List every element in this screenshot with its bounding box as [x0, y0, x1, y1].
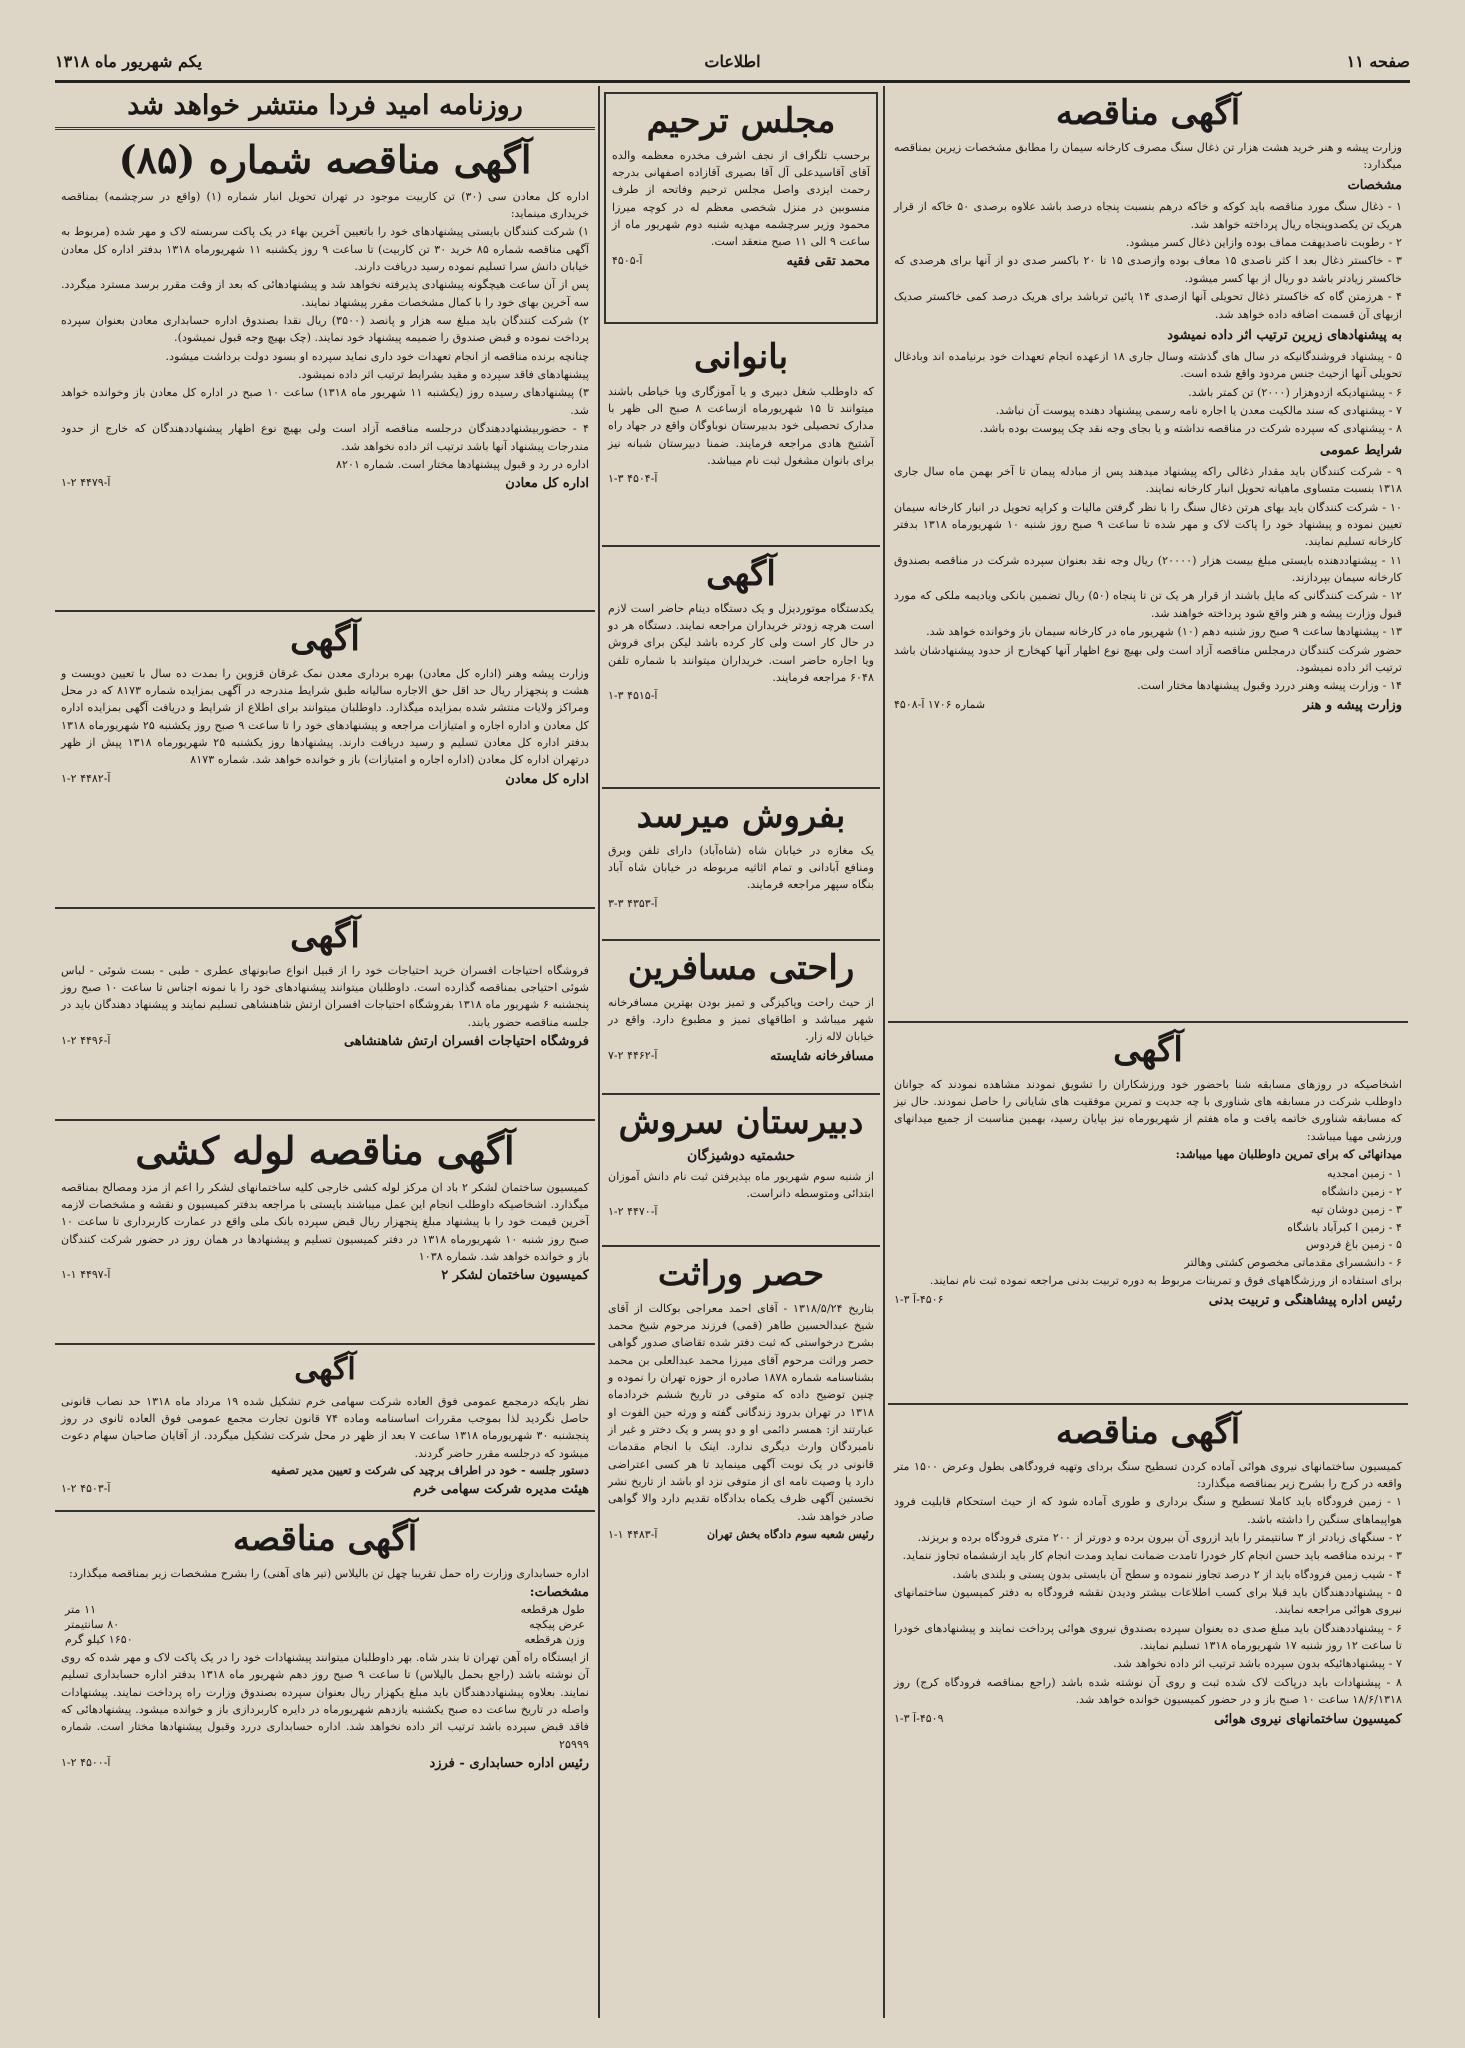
signature-text: محمد تقی فقیه	[786, 253, 870, 269]
spec-value: ۸۰ سانتیمتر	[65, 1617, 120, 1631]
paragraph: پیشنهادهای فاقد سپرده و مقید بشرایط ترتیب اثر داده نمیشود.	[298, 368, 589, 382]
ad-signature	[612, 254, 870, 269]
ad-intro: اداره حسابداری وزارت راه حمل تقریبا چهل تن بالیلاس (تیر های آهنی) را بشرح مشخصات زیر بمناقصه میگذارد:	[69, 1566, 589, 1580]
ad-signature	[894, 1712, 1402, 1727]
ad-title: آگهی مناقصه	[1055, 1412, 1241, 1452]
table-row	[61, 1602, 589, 1617]
list-item: ۶ - پیشنهاددهندگان باید مبلغ صدی ده بعنوان سپرده بصندوق نیروی هوائی پرداخت نمایند و پیشنهادهای خودرا تا ساعت ۱۲ روز شنبه ۱۷ شهریورماه ۱۳۱۸ تسلیم نمایند.	[894, 1621, 1402, 1653]
ad-body	[894, 1458, 1402, 1709]
ad-title: آگهی مناقصه	[232, 1519, 418, 1559]
engine-ad	[602, 547, 880, 789]
list-item: ۴ - زمین ا کبرآباد باشگاه	[1287, 1220, 1402, 1234]
list-item: ۵ - پیشنهاددهندگان باید قبلا برای کسب اطلاعات بیشتر ودیدن نقشه فرودگاه به دفتر کمیسیون ساختمانهای نیروی هوائی مراجعه نمایند.	[894, 1586, 1402, 1617]
list-item: ۶ - پیشنهادیکه ازدوهزار (۲۰۰۰) تن کمتر باشد.	[1188, 385, 1402, 399]
ad-code: آ-۴۴۹۷ ۱-۱	[61, 1268, 111, 1282]
spec-label: وزن هرقطعه	[524, 1632, 585, 1646]
ad-code: آ-۴۴۷۹ ۲-۱	[61, 476, 111, 490]
list-item: ۱۱ - پیشنهاددهنده بایستی مبلغ بیست هزار (۲۰۰۰۰) ریال وجه نقد بعنوان سپرده شرکت در مناقصه بصندوق کارخانه سیمان بپردازند.	[894, 553, 1402, 585]
ad-code: آ-۴۴۷۰ ۲-۱	[608, 1205, 658, 1219]
shop-sale-ad	[602, 789, 880, 941]
issue-date: یکم شهریور ماه ۱۳۱۸	[55, 52, 202, 71]
signature-text: رئیس اداره حسابداری - فرزد	[429, 1756, 589, 1772]
ad-signature	[61, 1034, 589, 1049]
paragraph: ۲) شرکت کنندگان باید مبلغ سه هزار و پانصد (۳۵۰۰) ریال نقدا بصندوق اداره حسابداری معادن بعنوان سپرده پرداخت نموده و قبض صندوق را ضمیمه پیشنهاد خود نمایند. (چک بهیچ وجه قبول نمیشود).	[61, 314, 589, 345]
signature-text: وزارت پیشه و هنر	[1303, 697, 1402, 713]
signature-text: رئیس اداره پیشاهنگی و تربیت بدنی	[1208, 1292, 1402, 1308]
signature-text: مسافرخانه شایسته	[770, 1048, 874, 1064]
table-row	[61, 1617, 589, 1632]
ad-signature	[608, 897, 874, 910]
page-header	[55, 46, 1410, 83]
ad-signature	[61, 1482, 589, 1497]
section-heading: مشخصات	[1347, 178, 1402, 194]
ad-title: دبیرستان سروش	[618, 1102, 864, 1142]
ad-signature	[894, 698, 1402, 713]
ad-text: از حیث راحت وپاکیزگی و تمیز بودن بهترین مسافرخانه شهر میباشد و اطاقهای تمیز و مطبوع دارد. واقع در خیابان لاله زار.	[608, 995, 874, 1044]
ad-signature	[61, 1268, 589, 1283]
spec-value: ۱۶۵۰ کیلو گرم	[65, 1632, 133, 1646]
plumbing-tender-ad	[55, 1121, 595, 1345]
list-item: حضور شرکت کنندگان درمجلس مناقصه آزاد است ولی بهیچ نوع اظهار آنها کهخارج از حدود پیشنهادشان باشد ترتیب اثر داده نمیشود.	[894, 643, 1402, 674]
list-item: ۲ - رطوبت ناصدیهفت مماف بوده وازاین ذغال کسر میشود.	[1125, 236, 1402, 250]
ad-body	[894, 1076, 1402, 1164]
list-item: ۱۰ - شرکت کنندگان باید بهای هرتن ذغال سنگ را با نظر گرفتن مالیات و کرایه تحویل در انبار کارخانه سیمان تعیین نموده و پیشنهاد خود را پاکت لاک و مهر شده تا ساعت ۹ صبح روز شنبه ۱۰ شهریورماه ۱۳۱۸ بدفتر کارخانه تسلیم نمایند.	[894, 500, 1402, 549]
ad-intro: کمیسیون ساختمانهای نیروی هوائی آماده کردن تسطیح سنگ بردای وتهیه فرودگاهی بطول وعرض ۱۵۰۰ متر واقعه در کرج را بشرح زیر بمناقصه میگذارد:	[894, 1459, 1402, 1490]
specs-table	[61, 1602, 589, 1647]
list-item: ۱۲ - شرکت کنندگانی که مایل باشند از قرار هر یک تن تا پنجاه (۵۰) ریال تضمین بانکی ویادیمه ملکی که مورد قبول وزارت پیشه و هنر واقع شود پرداخته خواهند شد.	[894, 589, 1402, 620]
paragraph: پس از آن ساعت هیچگونه پیشنهادی پذیرفته نخواهد شد و پیشنهادهائی که بعد از وقت مقرر برسد مسترد میگردد. سه آخرین بهای خود را با کمال مشخصات مقرر پیشنهاد نمایند.	[61, 278, 589, 309]
page-number: صفحه ۱۱	[1346, 52, 1410, 71]
spec-label: طول هرقطعه	[520, 1602, 585, 1616]
signature-text: کمیسیون ساختمانهای نیروی هوائی	[1214, 1711, 1402, 1727]
paragraph: اداره کل معادن سی (۳۰) تن کاربیت موجود در تهران تحویل انبار شماره (۱) (واقع در سرچشمه) بمناقصه خریداری مینماید:	[61, 189, 590, 220]
list-item: ۲ - سنگهای زیادتر از ۳ سانتیمتر را باید ازروی آن بیرون برده و دورتر از ۲۰۰ متری فرودگاه برده و بریزند.	[917, 1530, 1402, 1544]
signature-text: کمیسیون ساختمان لشکر ۲	[441, 1268, 589, 1284]
ad-code: آ-۴۴۶۲ ۲-۷	[608, 1048, 658, 1062]
section-heading: مشخصات:	[529, 1584, 589, 1600]
column-rule	[598, 86, 600, 2018]
headline-banner: روزنامه امید فردا منتشر خواهد شد	[55, 86, 595, 130]
ad-text: از ایستگاه راه آهن تهران تا بندر شاه. بهر داوطلبان میتوانند پیشنهادات خود را در یک پاکت لاک و مهر شده که روی آن نوشته باشد (راجع بحمل بالیلاس) تا ساعت ۹ صبح روز دهم شهریور ماه ۱۳۱۸ بدفتر اداره حسابداری تسلیم نمایند. بعلاوه پیشنهاددهندگان باید مبلغ یکهزار ریال بعنوان سپرده بصندوق وزارت راه پرداخت نمایند. پیشنهادات واصله در تاریخ ساعت ده صبح یکشنبه یازدهم شهریورماه در دایره کاربردازی باز و خوانده میشود. پیشنهادهائی که فاقد قبض سپرده باشد ترتیب اثر داده نخواهد شد. اداره حسابداری دررد وقبول پیشنهادها مختار است. شماره ۲۵۹۹۹	[61, 1650, 590, 1751]
ad-note: برای استفاده از ورزشگاههای فوق و تمرینات مربوط به دوره تربیت بدنی مراجعه نموده ثبت نام نمایند.	[929, 1274, 1402, 1288]
carbide-tender-ad	[55, 130, 595, 612]
ad-code: آ-۴۵۰۰ ۲-۱	[61, 1756, 111, 1770]
list-item: ۶ - دانشسرای مقدماتی مخصوص کشتی وهالتر	[1184, 1256, 1402, 1270]
paragraph: ۴ - حضوربیشنهاددهندگان درجلسه مناقصه آزاد است ولی بهیچ نوع اظهار پیشنهاددهندگان که خارج از حدود مندرجات پیشنهاد آنها باشد ترتیب اثر داده نخواهد شد.	[61, 422, 589, 453]
spec-label: عرض پیکچه	[529, 1617, 585, 1631]
ad-text: نظر بایکه درمجمع عمومی فوق العاده شرکت سهامی خرم تشکیل شده ۱۹ مرداد ماه ۱۳۱۸ حد نصاب قانونی حاصل نگردید لذا بموجب مقررات اساسنامه وماده ۷۴ قانون تجارت مجمع عمومی فوق العاده ثانوی در روز پنجشنبه ۳۰ شهریورماه ۱۳۱۸ ساعت ۷ بعد از ظهر در محل شرکت تشکیل میگردد. از آقایان صاحبان سهام دعوت میشود که درجلسه مقرر حاضر گردند.	[61, 1394, 590, 1460]
list-item: ۱۳ - پیشنهادها ساعت ۹ صبح روز شنبه دهم (۱۰) شهریور ماه در کارخانه سیمان باز وخوانده خواهد شد.	[926, 625, 1402, 639]
sport-fields-ad	[888, 1023, 1408, 1405]
ad-title: بانوانی	[693, 337, 789, 377]
column-rule	[883, 86, 885, 2018]
ad-text: برحسب تلگراف از نجف اشرف مخدره معظمه والده آقای آقاسیدعلی آل آقا بصیری آقازاده اصفهانی بدرجه رحمت ایزدی واصل مجلس ترحیم وفاتحه از طرف منسوبین در منزل شخصی معظم له در کوچه میرزا محمود وزیر سرچشمه مهدیه شنبه دوم شهریور ماه از ساعت ۹ الی ۱۱ صبح منعقد است.	[612, 148, 870, 249]
section-heading: به پیشنهادهای زیرین ترتیب اثر داده نمیشود	[1167, 327, 1402, 343]
ad-title: آگهی مناقصه لوله کشی	[135, 1128, 515, 1173]
ad-signature	[608, 1528, 874, 1541]
list-item: ۴ - شیب زمین فرودگاه باید از ۲ درصد تجاوز ننموده و سطح آن بایستی بدون پستی و بلندی باشد.	[952, 1567, 1402, 1581]
ad-code: آ-۴۵۰۳ ۲-۱	[61, 1482, 111, 1496]
ad-body	[894, 139, 1402, 695]
ad-signature	[61, 476, 589, 491]
airfield-tender-ad	[888, 1405, 1408, 1733]
ladies-ad	[602, 330, 880, 547]
ad-signature	[608, 472, 874, 485]
shareholders-ad	[55, 1345, 595, 1512]
list-item: ۱ - زمین امجدیه	[1326, 1166, 1402, 1180]
ad-code: آ-۴۴۸۲ ۲-۱	[61, 771, 111, 785]
ad-text: اشخاصیکه در روزهای مسابقه شنا باحضور خود ورزشکاران را تشویق نمودند مشاهده نمودند که جوانان داوطلب شرکت در مسابقه های شناوری با چه جدیت و تمرین موفقیت های شایانی را حاصل نمودند. حال نیز که مسابقه شناوری خاتمه یافت و ماه هفتم از شهریورماه نیز بپایان رسید، بهمین مناسبت از جمیع میدانهای ورزشی مهیا میباشد:	[894, 1077, 1402, 1143]
ad-title: راحتی مسافرین	[627, 948, 855, 988]
list-item: ۷ - پیشنهادی که سند مالکیت معدن یا اجاره نامه رسمی پیشنهاد دهنده پیوست آن نباشد.	[995, 404, 1402, 418]
ad-text: فروشگاه احتیاجات افسران خرید احتیاجات خود را از قبیل انواع صابونهای عطری - طبی - بست شوئی - لباس شوئی احتیاجی بمناقصه گذارده است. داوطلبان میتوانند پیشنهادهای خود را با نمونه اجناس تا ساعت ۱۰ صبح روز پنجشنبه ۶ شهریور ماه ۱۳۱۸ بفروشگاه احتیاجات افسران ارتش شاهنشاهی تسلیم نمایند و پیشنهاد دهندگان باید در جلسه مناقصه حضور یابند.	[61, 963, 590, 1029]
ad-subtitle: حشمتیه دوشیزگان	[687, 1147, 795, 1164]
list-item: ۷ - پیشنهادهائیکه بدون سپرده باشد ترتیب اثر داده نخواهد شد.	[1113, 1657, 1402, 1671]
ad-signature	[608, 1049, 874, 1064]
ad-title: آگهی	[290, 619, 360, 659]
ad-signature	[61, 1756, 589, 1771]
list-item: ۱۴ - وزارت پیشه وهنر دررد وقبول پیشنهادها مختار است.	[1137, 679, 1402, 693]
ad-code: آ-۴۵۱۵ ۳-۱	[608, 689, 658, 703]
army-store-ad	[55, 909, 595, 1121]
ad-code: ۴۵۰۹-آ ۳-۱	[894, 1711, 944, 1725]
coal-tender-ad	[888, 86, 1408, 1023]
ad-signature	[608, 1205, 874, 1218]
list-item: ۸ - پیشنهادات باید درپاکت لاک شده ثبت و روی آن نوشته شده باشد (راجع بمناقصه فرودگاه کرج) روز ۱۸/۶/۱۳۱۸ ساعت ۱۰ صبح باز و در حضور کمیسیون خوانده خواهد شد.	[894, 1675, 1402, 1707]
signature-text: اداره کل معادن	[505, 771, 589, 787]
fields-list	[894, 1165, 1402, 1273]
middle-column	[602, 86, 880, 2018]
ad-title: مجلس ترحیم	[646, 101, 836, 141]
ad-text: از شنبه سوم شهریور ماه بپذیرفتن ثبت نام دانش آموزان ابتدائی ومتوسطه دانراست.	[608, 1169, 874, 1200]
paragraph: اداره در رد و قبول پیشنهادها مختار است. شماره ۸۲۰۱	[336, 457, 589, 471]
list-item: ۸ - پیشنهادی که سپرده شرکت در مناقصه نداشته و یا بجای وجه نقد چک پیوست بوده باشد.	[979, 422, 1402, 436]
ad-code: شماره ۱۷۰۶ آ-۴۵۰۸	[894, 697, 986, 711]
ad-title: آگهی	[294, 1352, 356, 1387]
list-item: ۳ - زمین دوشان تپه	[1310, 1202, 1402, 1216]
list-item: ۹ - شرکت کنندگان باید مقدار ذغالی راکه پیشنهاد میدهند پس از مبادله پیمان تا آخر بهمن ماه سال جاری ۱۳۱۸ بنسبت متساوی ماهیانه تحویل انبار کارخانه نمایند.	[894, 464, 1402, 496]
paragraph: چنانچه برنده مناقصه از انجام تعهدات خود داری نماید سپرده او بسود دولت برداشت میشود.	[165, 349, 589, 363]
right-column	[888, 86, 1408, 2018]
ad-text: یکدستگاه موتوردیزل و یک دستگاه دینام حاضر است لازم است هرچه زودتر خریداران مراجعه نمایند. دستگاه هر دو در حال کار است ولی کار کرده باشد لیکن برای فروش ویا اجاره حاضر است. خریداران میتوانند با شماره تلفن ۶۰۴۸ مراجعه فرمایند.	[608, 601, 874, 684]
section-heading: میدانهائی که برای تمرین داوطلبان مهیا میباشد:	[1175, 1146, 1402, 1161]
ad-text: وزارت پیشه وهنر (اداره کل معادن) بهره برداری معدن نمک غرقان قزوین را بمدت ده سال با تعیین دویست و هشت و پنجهزار ریال حد اقل حق الاجاره سالیانه طبق شرایط مندرجه در آگهی بمزایده شماره ۸۱۷۳ که در محل ومراکز ولایات منتشر شده بمزایده میگذارد. داوطلبان میتوانند برای اطلاع از شرایط و دریافت آگهی بمزایده اداره کل معادن و اداره اجاره و امتیازات مراجعه و پیشنهادهای خود را تا ساعت ۹ صبح روز یکشنبه ۲۵ شهریورماه ۱۳۱۸ بدفتر اداره کل معادن تسلیم و رسید دریافت دارند. پیشنهادها روز یکشنبه ۲۵ شهریورماه ۱۳۱۸ پیش از ظهر درتهران اداره کل معادن (اداره اجاره و امتیازات) باز و خوانده خواهد شد. شماره ۸۱۷۳	[61, 666, 590, 767]
ad-text: بتاریخ ۱۳۱۸/۵/۲۴ - آقای احمد معراجی بوکالت از آقای شیخ عبدالحسین طاهر (قمی) فرزند مرحوم شیخ محمد بشرح درخواستی که ثبت دفتر شده تقاضای صدور گواهی حصر وراثت مرحوم آقای میرزا محمد عبدالعلی بن محمد بشناسنامه شماره ۱۸۷۸ صادره از حوزه تهران را نموده و چنین توضیح داده که متوفی در تاریخ ششم خردادماه ۱۳۱۸ در تهران بدرود زندگانی گفته و ورثه حین الفوت او عبارتند از: همسر دائمی او و دو پسر و یک دختر و غیر از نامبردگان وارث دیگری ندارد. اینک با انجام مقدمات قانونی در یک نوبت آگهی مینماید تا هر کسی اعتراضی دارد یا وصیت نامه ای از متوفی نزد او باشد از تاریخ نشر نخستین آگهی ظرف یکماه بدادگاه تقدیم دارد والا گواهی صادر خواهد شد.	[608, 1301, 875, 1523]
ad-title: بفروش میرسد	[636, 796, 846, 836]
section-heading: شرایط عمومی	[1320, 442, 1402, 458]
list-item: ۵ - زمین باغ فردوس	[1305, 1238, 1402, 1252]
newspaper-name: اطلاعات	[704, 52, 761, 71]
ad-intro: وزارت پیشه و هنر خرید هشت هزار تن ذغال سنگ مصرف کارخانه سیمان را مطابق مشخصات زیرین بمناقصه میگذارد:	[894, 140, 1402, 171]
inheritance-ad	[602, 1247, 880, 1547]
list-item: ۴ - هرزمتن گاه که خاکستر ذغال تحویلی آنها ازصدی ۱۴ پائین ترباشد برای هریک درصد کمی خاکستر صدیک ازبهای آن قسمت اضافه داده خواهد شد.	[894, 290, 1403, 321]
ad-title: آگهی مناقصه	[1055, 93, 1241, 133]
ad-code: آ-۴۵۰۵	[612, 253, 643, 267]
table-row	[61, 1632, 589, 1647]
list-item: ۵ - پیشنهاد فروشندگانیکه در سال های گذشته وسال جاری ۱۸ ازعهده انجام تعهدات خود برنیامده اند وبادغال تحویلی آنها ازحیث جنس مردود واقع شده است.	[894, 350, 1402, 381]
list-item: ۲ - زمین دانشگاه	[1321, 1184, 1402, 1198]
signature-text: رئیس شعبه سوم دادگاه بخش تهران	[706, 1528, 874, 1542]
ad-code: آ-۴۴۹۶ ۲-۱	[61, 1033, 111, 1047]
ad-text: که داوطلب شغل دبیری و یا آموزگاری ویا خیاطی باشند میتوانند تا ۱۵ شهریورماه ازساعت ۸ صبح الی ظهر با مدارک تحصیلی خود بدبیرستان نوباوگان واقع در جهاد راه آشتیخ هادی مراجعه فرمایند. ضمنا دبیرستان شبانه نیز برای بانوان مشغول ثبت نام میباشد.	[608, 384, 874, 467]
spec-value: ۱۱ متر	[65, 1602, 97, 1616]
paragraph: ۱) شرکت کنندگان بایستی پیشنهادهای خود را باتعیین آخرین بهاء در یک پاکت سربسته لاک و مهر شده (مربوط به آگهی مناقصه شماره ۸۵ خرید ۳۰ تن کاربیت) تا ساعت ۹ روز یکشنبه ۱۱ شهریورماه ۱۳۱۸ بدفتر اداره کل معادن خیابان دانش سرا تسلیم نموده رسید دریافت دارند.	[61, 225, 589, 273]
signature-text: فروشگاه احتیاجات افسران ارتش شاهنشاهی	[343, 1033, 589, 1049]
ad-title: آگهی	[706, 554, 776, 594]
list-item: ۳ - برنده مناقصه باید حسن انجام کار خودرا تامدت ضمانت نماید ومدت انجام کار باید ازششماه تجاوز ننماید.	[902, 1549, 1402, 1563]
ad-text: کمیسیون ساختمان لشکر ۲ باد ان مرکز لوله کشی خارجی کلیه ساختمانهای لشکر را اعم از مزد ومصالح بمناقصه میگذارد. اشخاصیکه داوطلب انجام این عمل میباشند بایستی با مراجعه بدفتر کمیسیون و نقشه و مشخصات لازمه آخرین قیمت خود را با پیشنهاد مبلغ پنجهزار ریال قبض سپرده بانک ملی واقع در عمارت کاربرداری تا ساعت ۱۰ صبح روز شنبه ۱۰ شهریورماه ۱۳۱۸ در دفتر کمیسیون تسلیم و پیشنهادها در همان روز در حضور شرکت کنندگان باز و خوانده خواهد شد. شماره ۱۰۳۸	[61, 1180, 590, 1263]
ad-code: آ-۴۳۵۳ ۳-۳	[608, 896, 658, 910]
signature-text: اداره کل معادن	[505, 476, 589, 492]
ad-title: آگهی	[1113, 1030, 1183, 1070]
signature-text: هیئت مدیره شرکت سهامی خرم	[413, 1482, 589, 1498]
memorial-ad	[604, 92, 878, 324]
ad-code: ۴۵۰۶-آ ۳-۱	[894, 1292, 944, 1306]
paragraph: ۳) پیشنهادهای رسیده روز (یکشنبه ۱۱ شهریور ماه ۱۳۱۸) ساعت ۱۰ صبح در اداره کل معادن باز وخوانده خواهد شد.	[61, 386, 589, 417]
school-ad	[602, 1095, 880, 1247]
ad-text: یک مغازه در خیابان شاه (شاه‌آباد) دارای تلفن وبرق ومنافع آبادانی و تمام اثاثیه مربوطه در خیابان شاه آباد بنگاه سپهر مراجعه فرمایند.	[608, 843, 874, 892]
ad-code: آ-۴۴۸۳ ۱-۱	[608, 1528, 658, 1542]
ad-title: آگهی مناقصه شماره (۸۵)	[118, 137, 532, 182]
list-item: ۱ - ذغال سنگ مورد مناقصه باید کوکه و خاکه درهم بنسبت پنجاه درصد باشد علاوه برصدی ۵۰ خاکه از قرار هریک تن یکصدوپنجاه ریال پرداخته خواهد شد.	[894, 200, 1403, 231]
ad-signature	[608, 689, 874, 702]
hotel-ad	[602, 941, 880, 1095]
ad-title: حصر وراثت	[657, 1254, 825, 1294]
left-column	[55, 86, 595, 2018]
ad-code: آ-۴۵۰۴ ۳-۱	[608, 472, 658, 486]
ad-signature	[894, 1293, 1402, 1308]
list-item: ۱ - زمین فرودگاه باید کاملا تسطیح و سنگ برداری و طوری آماده شود که از حیث استحکام قابلیت فرود هواپیماهای سنگین را داشته باشد.	[894, 1495, 1402, 1526]
list-item: ۳ - خاکستر ذغال بعد ا کثر ناصدی ۱۵ معاف بوده وازصدی ۱۵ تا ۲۰ باکسر صدی دو از آنها برای هرصدی که خاکستر زیادتر باشد دو ریال از بها کسر میشود.	[894, 254, 1403, 285]
ad-title: آگهی	[290, 916, 360, 956]
ad-body	[61, 188, 589, 474]
ad-signature	[61, 772, 589, 787]
salt-mine-ad	[55, 612, 595, 909]
rails-tender-ad	[55, 1512, 595, 1777]
agenda-text: دستور جلسه - خود در اطراف برچید کی شرکت و تعیین مدیر تصفیه	[271, 1462, 589, 1477]
